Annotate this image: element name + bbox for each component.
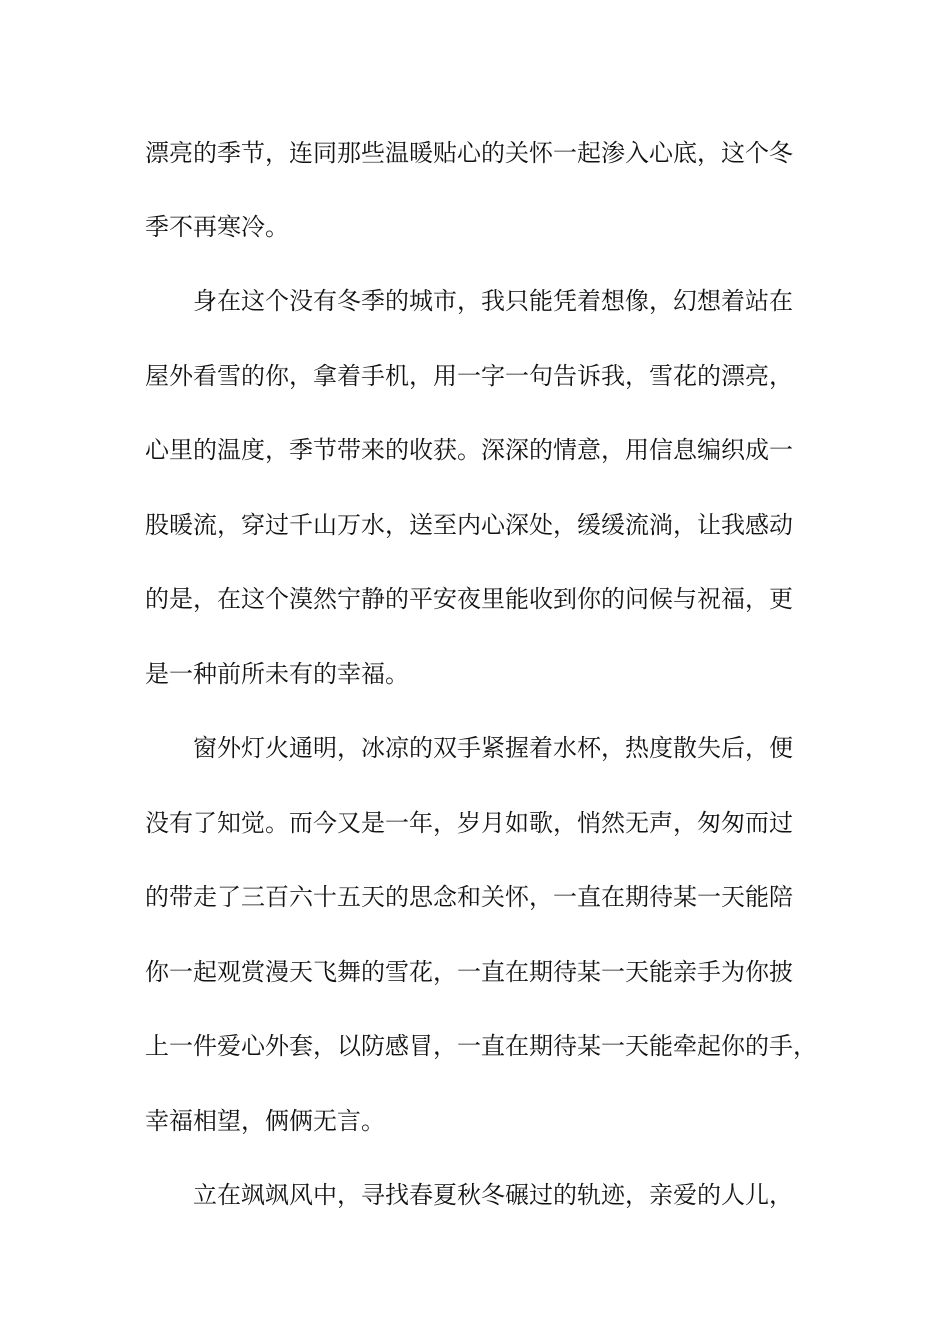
text-line: 的是，在这个漠然宁静的平安夜里能收到你的问候与祝福，更 <box>145 585 793 613</box>
text-line: 是一种前所未有的幸福。 <box>145 660 409 688</box>
text-line: 漂亮的季节，连同那些温暖贴心的关怀一起渗入心底，这个冬 <box>145 139 793 167</box>
text-line: 你一起观赏漫天飞舞的雪花，一直在期待某一天能亲手为你披 <box>145 958 793 986</box>
text-line: 股暖流，穿过千山万水，送至内心深处，缓缓流淌，让我感动 <box>145 511 793 539</box>
text-line: 没有了知觉。而今又是一年，岁月如歌，悄然无声，匆匆而过 <box>145 809 793 837</box>
text-line: 幸福相望，俩俩无言。 <box>145 1107 385 1135</box>
paragraph-start-line: 窗外灯火通明，冰凉的双手紧握着水杯，热度散失后，便 <box>193 734 793 762</box>
paragraph-start-line: 身在这个没有冬季的城市，我只能凭着想像，幻想着站在 <box>193 287 793 315</box>
text-line: 心里的温度，季节带来的收获。深深的情意，用信息编织成一 <box>145 436 793 464</box>
text-line: 季不再寒冷。 <box>145 213 289 241</box>
paragraph-start-line: 立在飒飒风中，寻找春夏秋冬碾过的轨迹，亲爱的人儿， <box>193 1181 793 1209</box>
text-line: 上一件爱心外套，以防感冒，一直在期待某一天能牵起你的手， <box>145 1032 817 1060</box>
text-line: 屋外看雪的你，拿着手机，用一字一句告诉我，雪花的漂亮， <box>145 362 793 390</box>
text-line: 的带走了三百六十五天的思念和关怀，一直在期待某一天能陪 <box>145 883 793 911</box>
